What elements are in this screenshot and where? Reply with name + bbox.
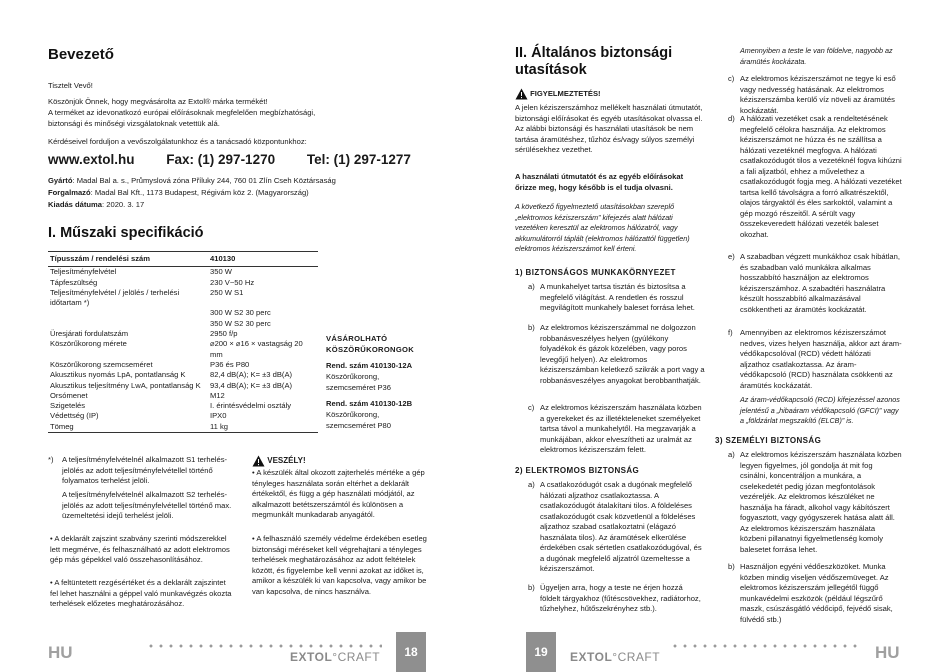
note-s1: A teljesítményfelvételnél alkalmazott S1 terhelés-jelölés az adott teljesítményfelvétellel történő folyamatos terhelést jelöli. [62, 455, 228, 485]
danger-text-2: • A felhasználó személy védelme érdekében esetleg biztonsági méréseket kell végrehajtani a tényleges terhelések meghatározásához az adott feltételek között, és figyelembe kell venni azokat az időket is, amikor a készülék ki van kapcsolva, vagy amikor be van kapcsolva, de nincs használva. [252, 534, 427, 596]
s2-item-f: f) Amennyiben az elektromos kéziszerszámot nedves, vizes helyen használja, akkor azt áram-védőkapcsolóval (RCD) védett hálózati aljzathoz csatlakoztassa. Az áram-védőkapcsoló (RCD) használata csökkenti az áramütés kockázatát. [728, 328, 902, 390]
spec-key: Védettség (IP) [50, 411, 99, 421]
spec-key: Akusztikus nyomás LpA, pontatlanság K [50, 370, 186, 380]
spec-key: Teljesítményfelvétel / jelölés / terhelési időtartam *) [50, 287, 180, 308]
col2-top: Amennyiben a teste le van földelve, nagyobb az áramütés kockázata. [740, 46, 893, 66]
buy-2-title: Rend. szám 410130-12B [326, 399, 413, 408]
spec-key: Szigetelés [50, 401, 86, 411]
buy-1-title: Rend. szám 410130-12A [326, 361, 413, 370]
spec-value: 410130 [208, 252, 318, 267]
warning-label: FIGYELMEZTETÉS! [515, 88, 601, 100]
spec-value: 11 kg [208, 422, 318, 433]
warning-triangle-icon [515, 88, 528, 100]
intro-title: Bevezető [48, 46, 114, 63]
spec-value: ⌀200 × ⌀16 × vastagság 20 mm [210, 339, 303, 359]
s2-item-b: b) Ügyeljen arra, hogy a teste ne érjen hozzá földelt tárgyakhoz (fűtéscsövekhez, radiátorhoz, tűzhelyhez, hűtőszekrényhez stb.). [528, 583, 701, 613]
spec-row [48, 267, 318, 278]
spec-key: Köszörűkorong mérete [50, 339, 127, 349]
s2-item-e: e) A szabadban végzett munkákhoz csak hibátlan, és szabadban való munkákra alkalmas hosszabbító használjon az elektromos kéziszerszámhoz. A szabadtéri használatra készült hosszabbító alkalmazásával csökkentheti az áramütés kockázatát. [728, 252, 900, 314]
warning-triangle-icon [252, 455, 265, 467]
spec-value: 250 W S1 [210, 287, 244, 297]
s3-item-a: a) Az elektromos kéziszerszám használata közben legyen figyelmes, jól gondolja át mit fog csinálni, koncentráljon a munkára, a cselekedetét pedig józan megfontolások vezéreljék. Az elektromos készüléket ne használja ha fáradt, alkohol vagy kábítószert fogyasztott, vagy gyógyszerek hatása alatt áll. Az elektromos kéziszerszám használata közbeni pillanatnyi figyelmetlenség komoly balesetet forrása lehet. [728, 450, 902, 554]
fax: Fax: (1) 297-1270 [166, 152, 276, 167]
spec-key: Tápfeszültség [50, 277, 98, 287]
spec-value: IPX0 [210, 411, 227, 421]
spec-value: 93,4 dB(A); K= ±3 dB(A) [210, 380, 293, 390]
greeting: Tisztelt Vevő! [48, 81, 93, 90]
buy-1-text: Köszörűkorong, szemcseméret P36 [326, 372, 391, 392]
rcd-note: Az áram-védőkapcsoló (RCD) kifejezéssel azonos jelentésű a „hibaáram védőkapcsoló (GFCI)” vagy a „földzárlat megszakító (ELCB)” is. [740, 395, 900, 425]
definition-text: A következő figyelmeztető utasításokban szereplő „elektromos kéziszerszám” kifejezés alatt hálózati vezetéken keresztül az elektromos hálózatról, vagy akkumulátorról táplált (elektromos hálózattól független) elektromos kéziszerszámot kell érteni. [515, 202, 690, 253]
brand-logo: EXTOL°CRAFT [570, 650, 661, 664]
language-code: HU [875, 643, 900, 662]
spec-key [48, 319, 208, 329]
spec-key: Típusszám / rendelési szám [48, 252, 208, 267]
release-date: Kiadás dátuma: 2020. 3. 17 [48, 200, 145, 209]
contact-line [48, 152, 439, 167]
spec-row [48, 391, 318, 401]
section-2-title: 2) ELEKTROMOS BIZTONSÁG [515, 466, 640, 475]
spec-key: Orsómenet [50, 390, 88, 400]
language-code: HU [48, 643, 73, 662]
contact-intro: Kérdéseivel forduljon a vevőszolgálatunkhoz és a tanácsadó központunkhoz: [48, 137, 307, 146]
s1-item-c: c) Az elektromos kéziszerszám használata közben a gyerekeket és az illetékteleneket személyeket tartsa távol a munkahelytől. Ha megzavarják a munkájában, akkor elveszítheti az uralmát az elektromos kéziszerszám felett. [528, 403, 702, 454]
keep-text: A használati útmutatót és az egyéb előírásokat őrizze meg, hogy később is el tudja olvasni. [515, 172, 684, 192]
page-number: 19 [526, 632, 556, 672]
spec-row [48, 422, 318, 433]
note-mark: *) [48, 455, 54, 464]
spec-value: 300 W S2 30 perc [210, 308, 271, 318]
spec-row [48, 360, 318, 370]
spec-key: Üresjárati fordulatszám [50, 329, 129, 339]
spec-value: 350 W S2 30 perc [210, 318, 271, 328]
footer-dots [146, 644, 382, 648]
website: www.extol.hu [48, 152, 135, 167]
buy-title: VÁSÁROLHATÓ KÖSZÖRŰKORONGOK [326, 334, 415, 354]
safety-title: II. Általános biztonsági utasítások [515, 45, 673, 78]
s2-item-d: d) A hálózati vezetéket csak a rendeltetésének megfelelő célokra használja. Az elektromos kéziszerszámot ne húzza és ne szállítsa a hálózati vezetéknél megfogva. A hálózati csatlakozódugót tilos a vezetéknél fogva kihúzni a fali aljzatból, ehhez a művelethez a csatlakozódugót fogja meg. A hálózati vezetéket tartsa kellő távolságra a forró alkatrészektől, olajos tárgyaktól és éles sarkoktól, valamint a gép mozgó részeitől. A sérült vagy összekeveredett hálózati vezeték baleset okozhat. [728, 114, 902, 239]
spec-key: Teljesítményfelvétel [50, 267, 117, 277]
spec-row [48, 370, 318, 380]
spec-row [48, 319, 318, 329]
footer-dots [670, 644, 858, 648]
spec-value: 82,4 dB(A); K= ±3 dB(A) [210, 370, 293, 380]
spec-key: Akusztikus teljesítmény LwA, pontatlanság K [50, 380, 201, 390]
danger-title: VESZÉLY! [252, 455, 306, 467]
spec-value: I. érintésvédelmi osztály [210, 401, 292, 411]
danger-text-1: • A készülék által okozott zajterhelés mértéke a gép tényleges használata során eltérhet a deklarált értékektől, és függ a gép használati módjától, az alkalmazott betétszerszámtól és különösen a megmunkált munkadarab anyagától. [252, 468, 425, 519]
s1-item-b: b) Az elektromos kéziszerszámmal ne dolgozzon robbanásveszélyes helyen (gyúlékony folyadékok és gázok közelében, vagy poros levegőjű helyen). Az elektromos kéziszerszámban keletkező szikrák a port vagy a robbanásveszélyes anyagokat berobbanthatják. [528, 323, 705, 385]
maker: Gyártó: Madal Bal a. s., Průmyslová zóna Příluky 244, 760 01 Zlín Cseh Köztársaság [48, 176, 336, 185]
phone: Tel: (1) 297-1277 [306, 152, 411, 167]
right-page [475, 0, 950, 672]
distributor: Forgalmazó: Madal Bal Kft., 1173 Budapest, Régivám köz 2. (Magyarország) [48, 188, 309, 197]
spec-value: M12 [210, 390, 225, 400]
spec-value: P36 és P80 [210, 359, 250, 369]
spec-row [48, 339, 318, 360]
s1-item-a: a) A munkahelyet tartsa tisztán és biztosítsa a megfelelő világítást. A rendetlen és rosszul megvilágított munkahely baleset forrása lehet. [528, 282, 695, 312]
note-s2: A teljesítményfelvételnél alkalmazott S2 terhelés-jelölés az adott teljesítményfelvétellel történő max. üzemeltetési idejű terhelést jelöli. [62, 490, 232, 520]
spec-row [48, 288, 318, 309]
spec-row [48, 252, 318, 267]
spec-title: I. Műszaki specifikáció [48, 225, 204, 241]
buy-2-text: Köszörűkorong, szemcseméret P80 [326, 410, 391, 430]
s2-item-c: c) Az elektromos kéziszerszámot ne tegye ki eső vagy nedvesség hatásának. Az elektromos kéziszerszámba kerülő víz növeli az áramütés kockázatát. [728, 74, 896, 115]
page-number: 18 [396, 632, 426, 672]
spec-row [48, 308, 318, 318]
warning-text: A jelen kéziszerszámhoz mellékelt használati útmutatót, biztonsági előírásokat és egyéb utasításokat olvassa el. Az alábbi biztonsági és használati utasítások be nem tartása áramütéshez, tűzhöz és/vagy súlyos személyi sérülésekhez vezethet. [515, 103, 703, 154]
section-1-title: 1) BIZTONSÁGOS MUNKAKÖRNYEZET [515, 268, 676, 277]
brand-logo: EXTOL°CRAFT [290, 650, 381, 664]
note-noise: • A deklarált zajszint szabvány szerinti módszerekkel lett megmérve, és felhasználható az adott elektromos gép más gépekkel való összehasonlításához. [50, 534, 230, 564]
spec-row [48, 278, 318, 288]
s2-item-a: a) A csatlakozódugót csak a dugónak megfelelő hálózati aljzathoz csatlakoztassa. A csatlakozódugót átalakítani tilos. A földeléses csatlakozódugót csak közvetlenül a földeléses aljzathoz szabad csatlakoztatni (elágazó használata tilos). Az áramütések elkerülése érdekében csak sértetlen csatlakozódugóval, és a dugónak megfelelő aljzatról üzemeltesse a kéziszerszámot. [528, 480, 702, 573]
spec-key: Tömeg [48, 422, 208, 433]
note-vibration: • A feltüntetett rezgésértéket és a deklarált zajszintet fel lehet használni a géppel való munkavégzés okozta terhelések előzetes meghatározásához. [50, 578, 232, 608]
spec-value: 230 V~50 Hz [210, 277, 255, 287]
thanks: Köszönjük Önnek, hogy megvásárolta az Extol® márka termékét! [48, 97, 268, 106]
spec-key: Köszörűkorong szemcseméret [50, 359, 153, 369]
spec-value: 2950 f/p [210, 329, 238, 339]
spec-row [48, 401, 318, 411]
section-3-title: 3) SZEMÉLYI BIZTONSÁG [715, 436, 822, 445]
spec-value: 350 W [210, 267, 232, 277]
intro-paragraph: A terméket az idevonatkozó európai előírásoknak megfelelően megbízhatósági, biztonsági és minőségi vizsgálatoknak vetettük alá. [48, 108, 316, 128]
spec-row [48, 329, 318, 339]
spec-table [48, 251, 318, 433]
spec-row [48, 381, 318, 391]
spec-row [48, 411, 318, 421]
s3-item-b: b) Használjon egyéni védőeszközöket. Munka közben mindig viseljen védőszemüveget. Az elektromos kéziszerszám jellegétől függő munkavédelmi eszközök (például légszűrő maszk, csúszásgátló védőcipő, fejvédő sisak, fülvédő stb.) [728, 562, 893, 624]
spec-key [48, 308, 208, 318]
